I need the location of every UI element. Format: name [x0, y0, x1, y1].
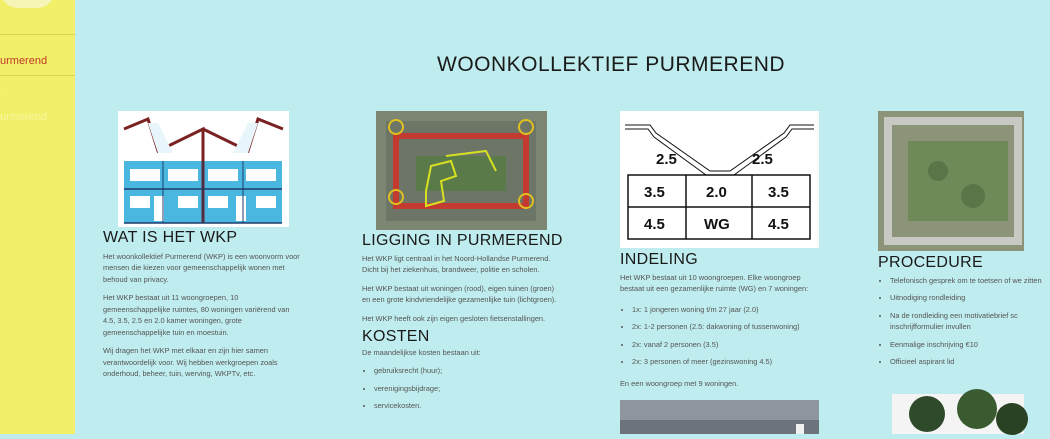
cost-list: [362, 365, 562, 412]
list-item: • 1x: 1 jongeren woning t/m 27 jaar (2.0): [632, 304, 820, 316]
list-item: • servicekosten.: [374, 400, 562, 412]
paragraph: Het WKP ligt centraal in het Noord-Hollandse Purmerend. Dicht bij het ziekenhuis, brandweer, politie en scholen.: [362, 253, 551, 274]
sidebar-item[interactable]: urmerend: [0, 111, 48, 123]
list-item: • Uitnodiging rondleiding: [890, 292, 1050, 304]
paragraph: Het woonkollektief Purmerend (WKP) is een woonvorm voor mensen die kiezen voor gemeenschappelijk wonen met behoud van privacy.: [103, 251, 300, 284]
list-item: • Officieel aspirant lid: [890, 356, 1050, 368]
building-facade-image: [118, 111, 289, 227]
sidebar-item[interactable]: .: [0, 84, 4, 96]
column-procedure: [878, 254, 1042, 374]
paragraph: Het WKP heeft ook zijn eigen gesloten fietsenstallingen.: [362, 313, 546, 323]
aerial-map-image: [376, 111, 547, 230]
list-item: • 2x: vanaf 2 personen (3.5): [632, 339, 820, 351]
tree-photo-image: [892, 394, 1024, 434]
list-item: • verenigingsbijdrage;: [374, 383, 562, 395]
section-heading: INDELING: [620, 251, 698, 268]
list-item: • 2x: 1-2 personen (2.5: dakwoning of tussenwoning): [632, 321, 820, 333]
sidebar: [0, 0, 75, 434]
sidebar-item-active[interactable]: urmerend: [0, 55, 48, 67]
sidebar-divider: [0, 75, 75, 76]
layout-diagram-image: [620, 111, 819, 248]
section-heading: WAT IS HET WKP: [103, 229, 238, 246]
paragraph: Wij dragen het WKP met elkaar en zijn hier samen verantwoordelijk voor. Wij hebben werkgroepen zoals onderhoud, beheer, tuin, werving, WKPTv, etc.: [103, 346, 278, 378]
column-indeling: [620, 251, 820, 396]
diagram-label: 4.5: [644, 216, 665, 233]
paragraph: De maandelijkse kosten bestaan uit:: [362, 347, 481, 357]
paragraph: En een woongroep met 9 woningen.: [620, 378, 739, 388]
paragraph: Het WKP bestaat uit 10 woongroepen. Elke woongroep bestaat uit een gezamenlijke ruimte (WG) en 7 woningen:: [620, 272, 809, 293]
procedure-list: [878, 275, 1050, 368]
list-item: • 2x: 3 personen of meer (gezinswoning 4.5): [632, 356, 820, 368]
page-title: WOONKOLLEKTIEF PURMEREND: [437, 53, 786, 76]
indeling-list: [620, 304, 820, 368]
diagram-label: 2.5: [752, 151, 773, 168]
diagram-label: 3.5: [644, 184, 665, 201]
section-heading: KOSTEN: [362, 328, 430, 345]
section-heading: PROCEDURE: [878, 254, 983, 271]
diagram-label: 2.0: [706, 184, 727, 201]
aerial-photo-image: [878, 111, 1024, 251]
diagram-label: 3.5: [768, 184, 789, 201]
diagram-label: 2.5: [656, 151, 677, 168]
list-item: • Eenmalige inschrijving €10: [890, 339, 1050, 351]
list-item: • Telefonisch gesprek om te toetsen of we zitten: [890, 275, 1050, 287]
paragraph: Het WKP bestaat uit woningen (rood), eigen tuinen (groen) en een grote kindvriendelijke gezamenlijke tuin (lichtgroen).: [362, 283, 557, 304]
street-photo-image: [620, 400, 819, 434]
paragraph: Het WKP bestaat uit 11 woongroepen, 10 gemeenschappelijke ruimtes, 80 woningen variërend van 4.5, 3.5, 2.5 en 2.0 kamer woningen, grote gemeenschappelijke tuin en moestuin.: [103, 293, 290, 337]
sidebar-logo-blob: [0, 0, 55, 8]
column-wat-is-het-wkp: [103, 229, 303, 387]
section-heading: LIGGING IN PURMEREND: [362, 232, 563, 249]
diagram-label: WG: [704, 216, 730, 233]
diagram-label: 4.5: [768, 216, 789, 233]
list-item: • Na de rondleiding een motivatiebrief sc inschrijfformulier invullen: [890, 310, 1050, 333]
column-ligging: [362, 232, 563, 418]
sidebar-divider: [0, 34, 75, 35]
list-item: • gebruiksrecht (huur);: [374, 365, 562, 377]
